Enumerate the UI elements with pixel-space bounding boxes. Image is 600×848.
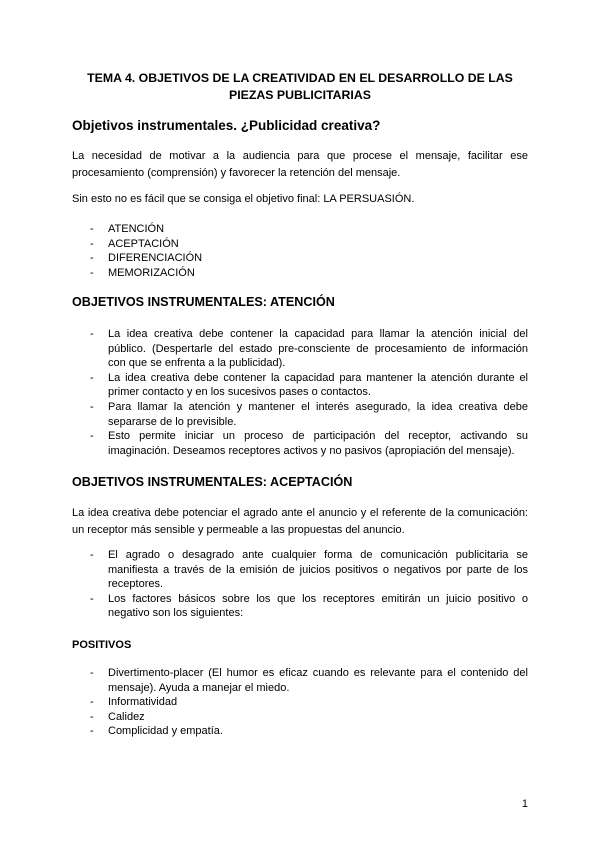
list-item: - Informatividad xyxy=(90,696,178,709)
intro-line-2: procesamiento (comprensión) y favorecer la retención del mensaje. xyxy=(72,167,401,179)
bullet-dash: - xyxy=(90,328,94,340)
positivos-heading: POSITIVOS xyxy=(72,639,132,651)
atencion-list xyxy=(72,327,528,458)
intro-paragraph xyxy=(72,148,528,182)
bullet-dash: - xyxy=(90,430,94,443)
list-item: - El agrado o desagrado ante cualquier forma de comunicación publicitaria se manifiesta a través de la emisión de juicios positivos o negativos por parte de los receptores. xyxy=(90,549,528,591)
list-item: - Divertimento-placer (El humor es eficaz cuando es relevante para el contenido del mensaje). Ayuda a manejar el miedo. xyxy=(90,667,528,694)
list-item: - ACEPTACIÓN xyxy=(90,237,179,250)
bullet-dash: - xyxy=(90,237,94,250)
section-heading-atencion: OBJETIVOS INSTRUMENTALES: ATENCIÓN xyxy=(72,295,335,309)
list-item: - La idea creativa debe contener la capacidad para mantener la atención durante el primer contacto y en los sucesivos pases o contactos. xyxy=(90,371,528,399)
list-item: - ATENCIÓN xyxy=(90,223,165,235)
bullet-dash: - xyxy=(90,667,94,679)
list-item: - Complicidad y empatía. xyxy=(90,725,223,738)
list-item: - Para llamar la atención y mantener el interés asegurado, la idea creativa debe separarse de lo previsible. xyxy=(90,400,528,428)
bullet-dash: - xyxy=(90,549,94,561)
subtitle-heading: Objetivos instrumentales. ¿Publicidad creativa? xyxy=(72,118,381,133)
bullet-dash: - xyxy=(90,252,94,265)
objectives-list xyxy=(72,222,528,280)
bullet-dash: - xyxy=(90,710,94,723)
page-number: 1 xyxy=(521,798,528,810)
persuasion-paragraph: Sin esto no es fácil que se consiga el objetivo final: LA PERSUASIÓN. xyxy=(72,193,415,205)
bullet-dash: - xyxy=(90,223,94,235)
positivos-list xyxy=(72,666,528,739)
list-item: - DIFERENCIACIÓN xyxy=(90,252,203,265)
list-item: - Calidez xyxy=(90,710,145,723)
title-line-1: TEMA 4. OBJETIVOS DE LA CREATIVIDAD EN EL DESARROLLO DE LAS xyxy=(87,71,513,85)
list-item: - Los factores básicos sobre los que los receptores emitirán un juicio positivo o negativo son los siguientes: xyxy=(90,592,528,620)
aceptacion-intro: La idea creativa debe potenciar el agrado ante el anuncio y el referente de la comunicación: un receptor más sensible y permeable a las propuestas del anuncio. xyxy=(72,507,528,536)
bullet-dash: - xyxy=(90,266,94,279)
intro-line-1: La necesidad de motivar a la audiencia para que procese el mensaje, facilitar ese xyxy=(72,150,528,162)
list-item: - La idea creativa debe contener la capacidad para llamar la atención inicial del público. (Despertarle del estado pre-consciente de procesamiento de información con que se enfrenta a la publicidad). xyxy=(90,328,528,370)
bullet-dash: - xyxy=(90,696,94,709)
list-item: - MEMORIZACIÓN xyxy=(90,266,195,279)
document-title xyxy=(72,70,528,104)
title-line-2: PIEZAS PUBLICITARIAS xyxy=(229,88,371,102)
bullet-dash: - xyxy=(90,400,94,413)
bullet-dash: - xyxy=(90,371,94,384)
bullet-dash: - xyxy=(90,725,94,738)
aceptacion-list xyxy=(72,548,528,621)
list-item: - Esto permite iniciar un proceso de participación del receptor, activando su imaginación. Deseamos receptores activos y no pasivos (apropiación del mensaje). xyxy=(90,430,528,457)
bullet-dash: - xyxy=(90,592,94,605)
section-heading-aceptacion: OBJETIVOS INSTRUMENTALES: ACEPTACIÓN xyxy=(72,475,353,489)
